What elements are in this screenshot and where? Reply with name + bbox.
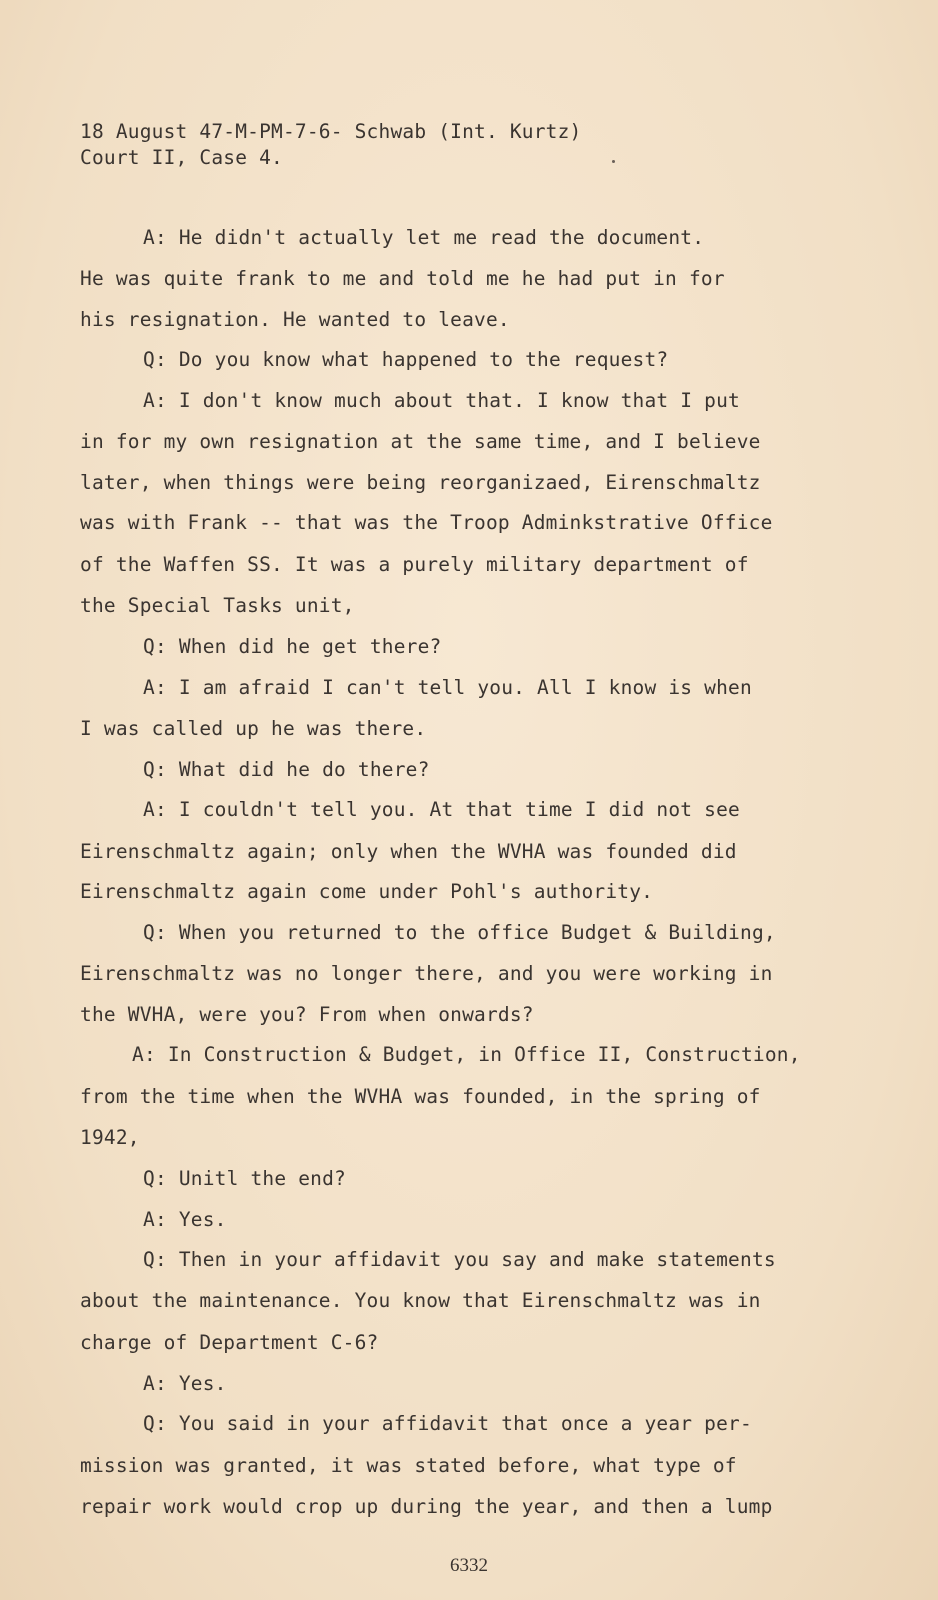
- body-line: A: I am afraid I can't tell you. All I know is when: [143, 676, 752, 699]
- body-line: A: He didn't actually let me read the document.: [143, 226, 705, 249]
- body-line: Q: Do you know what happened to the request?: [143, 348, 669, 371]
- page-number: 6332: [450, 1555, 488, 1576]
- body-line: Eirenschmaltz again; only when the WVHA was founded did: [80, 840, 737, 863]
- body-line: Q: What did he do there?: [143, 758, 430, 781]
- body-line: A: In Construction & Budget, in Office II, Construction,: [132, 1043, 801, 1066]
- body-line: A: Yes.: [143, 1372, 227, 1395]
- body-line: the WVHA, were you? From when onwards?: [80, 1003, 534, 1026]
- body-line: I was called up he was there.: [80, 717, 427, 740]
- body-line: Q: Unitl the end?: [143, 1167, 346, 1190]
- body-line: He was quite frank to me and told me he had put in for: [80, 267, 725, 290]
- body-line: his resignation. He wanted to leave.: [80, 308, 510, 331]
- body-line: A: Yes.: [143, 1208, 227, 1231]
- body-line: from the time when the WVHA was founded, in the spring of: [80, 1085, 761, 1108]
- body-line: Q: When did he get there?: [143, 635, 442, 658]
- body-line: Q: You said in your affidavit that once a year per-: [143, 1412, 752, 1435]
- body-line: Eirenschmaltz was no longer there, and you were working in: [80, 962, 773, 985]
- body-line: in for my own resignation at the same time, and I believe: [80, 430, 761, 453]
- body-line: repair work would crop up during the year, and then a lump: [80, 1495, 773, 1518]
- body-line: later, when things were being reorganizaed, Eirenschmaltz: [80, 471, 761, 494]
- body-line: about the maintenance. You know that Eirenschmaltz was in: [80, 1289, 761, 1312]
- body-line: the Special Tasks unit,: [80, 594, 355, 617]
- body-line: of the Waffen SS. It was a purely military department of: [80, 553, 749, 576]
- body-line: Q: When you returned to the office Budget & Building,: [143, 921, 776, 944]
- header-line-2: Court II, Case 4.: [80, 146, 283, 169]
- body-line: mission was granted, it was stated before, what type of: [80, 1454, 737, 1477]
- body-line: was with Frank -- that was the Troop Adminkstrative Office: [80, 511, 773, 534]
- body-line: A: I don't know much about that. I know that I put: [143, 389, 740, 412]
- body-line: A: I couldn't tell you. At that time I did not see: [143, 798, 740, 821]
- body-line: Eirenschmaltz again come under Pohl's authority.: [80, 880, 654, 903]
- body-line: charge of Department C-6?: [80, 1331, 379, 1354]
- header-line-1: 18 August 47-M-PM-7-6- Schwab (Int. Kurtz): [80, 120, 582, 143]
- body-line: 1942,: [80, 1126, 140, 1149]
- body-line: Q: Then in your affidavit you say and make statements: [143, 1248, 776, 1271]
- stray-mark: [612, 160, 615, 163]
